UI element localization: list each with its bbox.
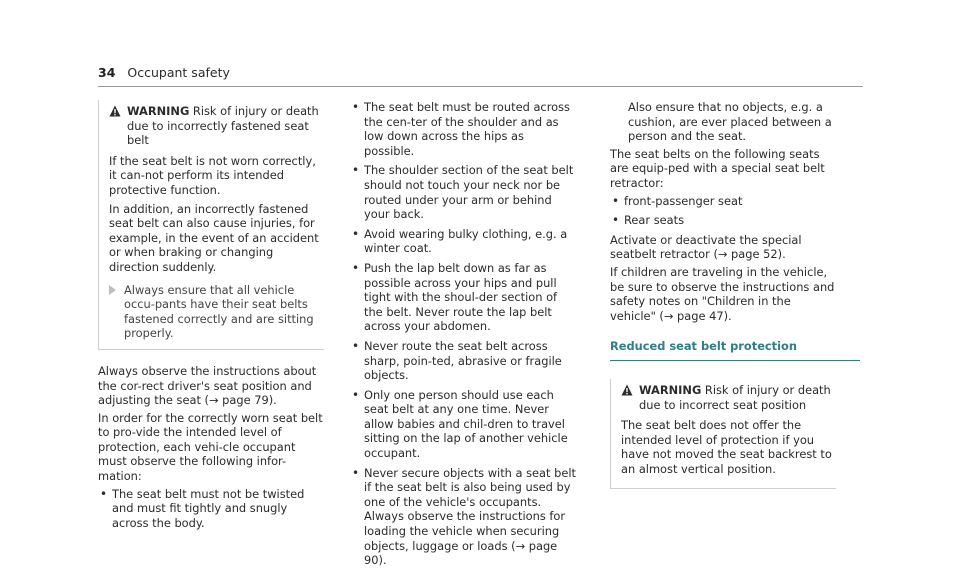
warning-word: WARNING [639, 382, 702, 397]
warning-paragraph: In addition, an incorrectly fastened seat belt can also cause injuries, for example, in the event of an accident or when braking or changing direction suddenly. [109, 201, 319, 274]
bullet-list [98, 487, 324, 531]
continued-paragraph: Also ensure that no objects, e.g. a cushion, are ever placed between a person and the seat. [628, 100, 832, 144]
section-heading: Reduced seat belt protection [610, 339, 860, 361]
bullet-list [610, 194, 836, 228]
column-2 [350, 100, 576, 573]
list-item: • Only one person should use each seat belt at any one time. Never allow babies and chil-dren to travel sitting on the lap of another vehicle occupant. [350, 388, 576, 461]
warning-body [621, 418, 836, 476]
warning-paragraph: If the seat belt is not worn correctly, it can-not perform its intended protective function. [109, 153, 316, 197]
list-item: • Push the lap belt down as far as possible across your hips and pull tight with the shoul-der section of the belt. Never route the lap belt across your abdomen. [350, 261, 576, 334]
list-item: • The seat belt must not be twisted and must fit tightly and snugly across the body. [98, 487, 324, 531]
list-item: • Avoid wearing bulky clothing, e.g. a winter coat. [350, 227, 576, 256]
body-paragraph: Always observe the instructions about the cor-rect driver's seat position and adjusting the seat (→ page 79). [98, 363, 317, 408]
warning-heading [109, 104, 324, 148]
warning-box-seat-position [610, 379, 836, 490]
warning-word: WARNING [127, 104, 190, 118]
section-name: Occupant safety [127, 65, 230, 80]
list-item: • front-passenger seat [610, 194, 836, 209]
warning-triangle-icon [621, 384, 633, 396]
warning-title: Risk of injury or death due to incorrectly fastened seat belt [127, 104, 319, 148]
body-paragraph: If children are traveling in the vehicle, be sure to observe the instructions and safety notes on "Children in the vehicle" (→ page 47). [610, 264, 835, 323]
list-item: • Rear seats [610, 213, 836, 228]
page-number: 34 [98, 65, 116, 80]
warning-tip [109, 283, 324, 341]
list-item: • The seat belt must be routed across the cen-ter of the shoulder and as low down across the hips as possible. [350, 100, 576, 158]
arrow-right-icon [109, 285, 116, 295]
list-item: • Never secure objects with a seat belt if the seat belt is also being used by one of the vehicle's occupants. Always observe the instructions for loading the vehicle when securing objects, luggage or loads (→ page 90). [350, 466, 576, 568]
list-item: • The shoulder section of the seat belt should not touch your neck nor be routed under your arm or behind your back. [350, 163, 576, 221]
warning-body [109, 154, 324, 341]
bullet-list [350, 100, 576, 568]
body-paragraph: Activate or deactivate the special seatbelt retractor (→ page 52). [610, 232, 802, 262]
warning-title: Risk of injury or death due to incorrect seat position [639, 382, 831, 412]
warning-text [639, 383, 836, 412]
column-1 [98, 100, 324, 535]
warning-triangle-icon [109, 105, 121, 117]
warning-heading [621, 383, 836, 412]
warning-paragraph: The seat belt does not offer the intended level of protection if you have not moved the seat backrest to an almost vertical position. [621, 418, 832, 476]
body-paragraph: The seat belts on the following seats are equip-ped with a special seat belt retractor: [610, 146, 825, 190]
page-header [98, 66, 230, 81]
header-divider [98, 86, 863, 87]
list-item: • Never route the seat belt across sharp, poin-ted, abrasive or fragile objects. [350, 339, 576, 383]
body-paragraph: In order for the correctly worn seat belt to pro-vide the intended level of protection, each vehi-cle occupant must observe the following infor-mation: [98, 410, 323, 484]
warning-text [127, 104, 324, 148]
column-3 [610, 100, 836, 503]
warning-box-seat-belt [98, 100, 324, 350]
tip-text: Always ensure that all vehicle occu-pants have their seat belts fastened correctly and are sitting properly. [124, 282, 314, 341]
